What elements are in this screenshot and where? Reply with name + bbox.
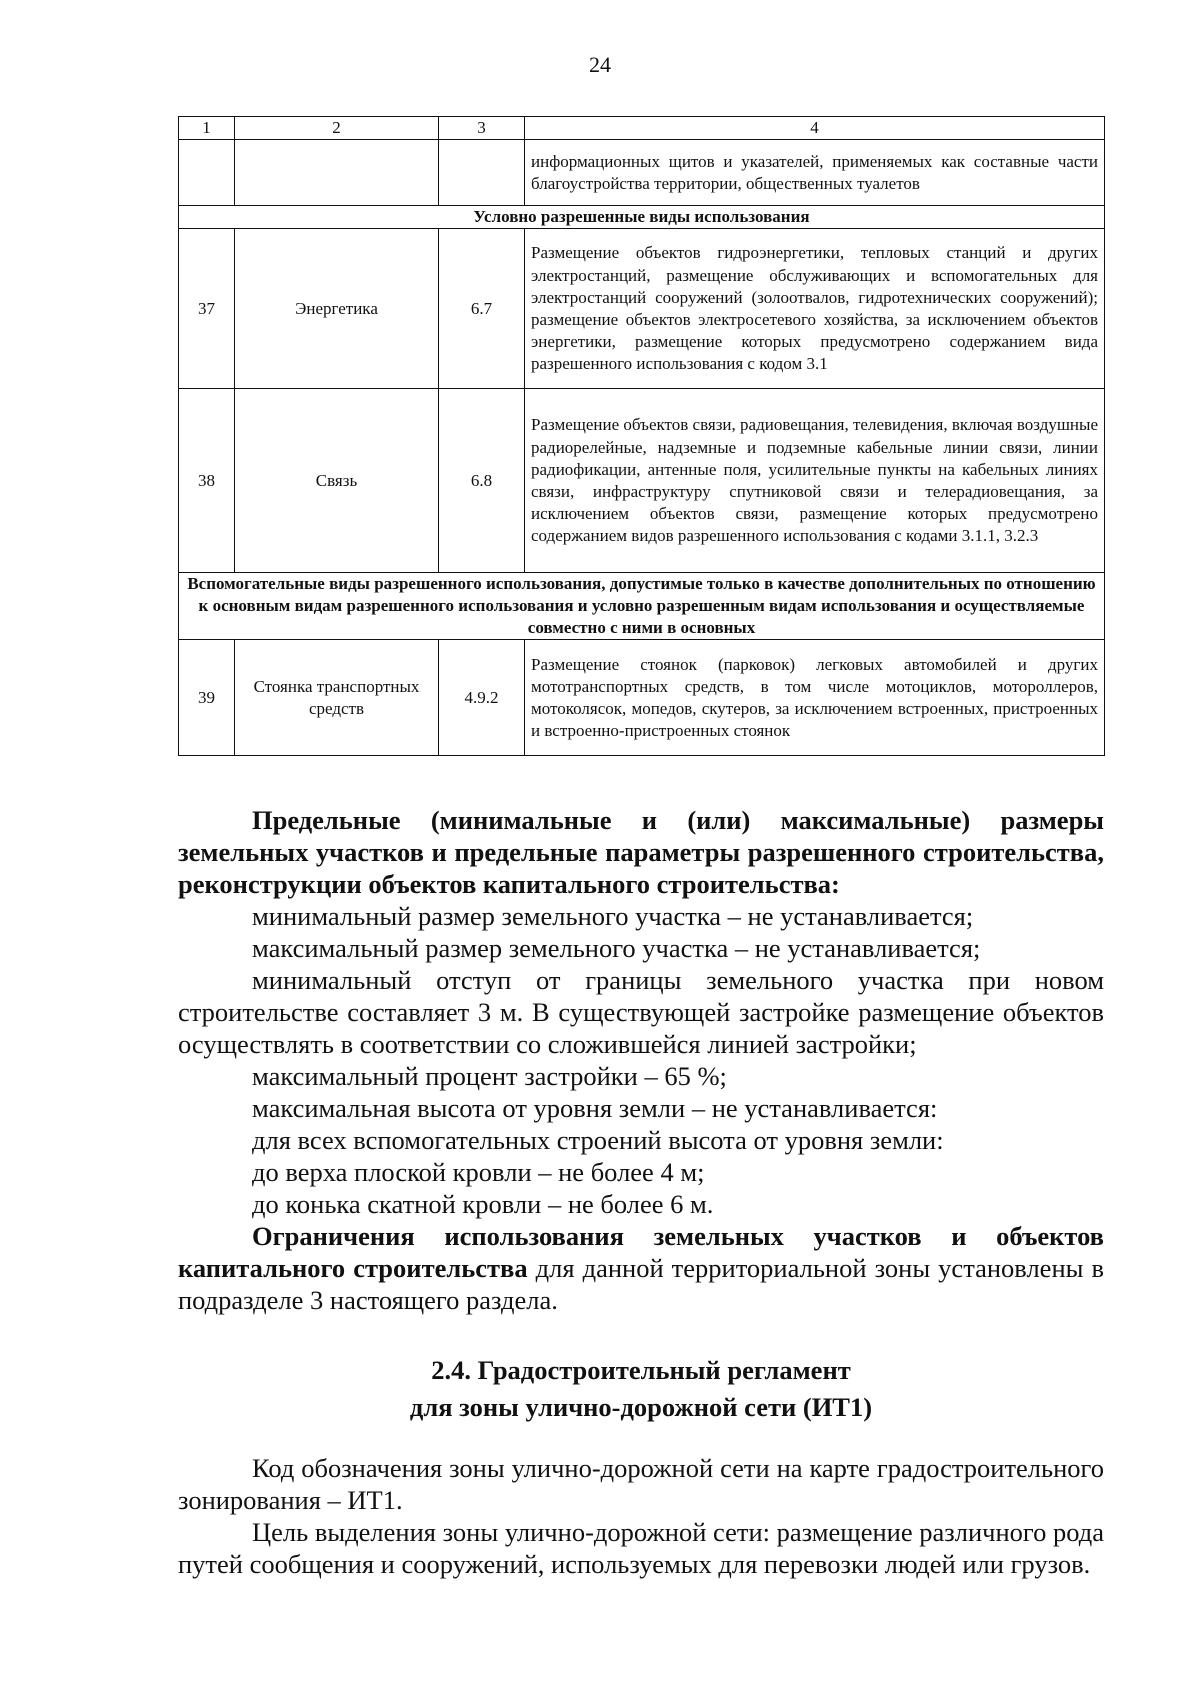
use-code: 4.9.2 [439, 640, 525, 756]
limit-item: максимальный процент застройки – 65 %; [252, 1061, 727, 1091]
land-use-table [178, 116, 1105, 756]
limit-item: минимальный размер земельного участка – не устанавливается; [252, 901, 974, 931]
table-row [179, 389, 1105, 573]
limit-item: до верха плоской кровли – не более 4 м; [252, 1157, 705, 1187]
use-description: Размещение стоянок (парковок) легковых автомобилей и других мототранспортных средств, в том числе мотоциклов, мотороллеров, мотоколясок, мопедов, скутеров, за исключением встроенных, пристроенных и встроенно-пристроенных стоянок [525, 640, 1105, 756]
header-cell: 1 [179, 117, 235, 140]
table-row [179, 640, 1105, 756]
page-number: 24 [589, 52, 611, 77]
limits-heading: Предельные (минимальные и (или) максимальные) размеры земельных участков и предельные параметры разрешенного строительства, реконструкции объектов капитального строительства: [178, 805, 1104, 899]
section-title-line2: для зоны улично-дорожной сети (ИТ1) [409, 1392, 873, 1422]
header-cell: 4 [525, 117, 1105, 140]
limit-item: максимальный размер земельного участка – не устанавливается; [252, 933, 981, 963]
section-title-conditional: Условно разрешенные виды использования [179, 206, 1105, 229]
header-cell: 3 [439, 117, 525, 140]
use-code [439, 140, 525, 206]
restrictions-rest: для данной территориальной зоны установлены в подразделе 3 настоящего раздела. [178, 1253, 1104, 1315]
limit-item: до конька скатной кровли – не более 6 м. [252, 1189, 714, 1219]
section-title-line1: 2.4. Градостроительный регламент [431, 1355, 851, 1385]
row-number: 37 [179, 229, 235, 389]
use-code: 6.7 [439, 229, 525, 389]
use-name [235, 140, 439, 206]
table-header-row [179, 117, 1105, 140]
use-description: Размещение объектов связи, радиовещания, телевидения, включая воздушные радиорелейные, надземные и подземные кабельные линии связи, линии радиофикации, антенные поля, усилительные пункты на кабельных линиях связи, инфраструктуру спутниковой связи и телерадиовещания, за исключением объектов связи, размещение которых предусмотрено содержанием видов разрешенного использования с кодами 3.1.1, 3.2.3 [525, 389, 1105, 573]
zone-paragraph: Цель выделения зоны улично-дорожной сети: размещение различного рода путей сообщения и сооружений, используемых для перевозки людей или грузов. [178, 1517, 1104, 1579]
section-row [179, 206, 1105, 229]
row-number: 38 [179, 389, 235, 573]
use-description: Размещение объектов гидроэнергетики, тепловых станций и других электростанций, размещение обслуживающих и вспомогательных для электростанций сооружений (золоотвалов, гидротехнических сооружений); размещение объектов электросетевого хозяйства, за исключением объектов энергетики, размещение которых предусмотрено содержанием вида разрешенного использования с кодом 3.1 [525, 229, 1105, 389]
zone-description [178, 1452, 1104, 1580]
limit-item: максимальная высота от уровня земли – не устанавливается: [252, 1093, 938, 1123]
section-row [179, 573, 1105, 640]
use-description: информационных щитов и указателей, применяемых как составные части благоустройства территории, общественных туалетов [525, 140, 1105, 206]
zone-paragraph: Код обозначения зоны улично-дорожной сети на карте градостроительного зонирования – ИТ1. [178, 1453, 1104, 1515]
limit-item: для всех вспомогательных строений высота от уровня земли: [252, 1125, 944, 1155]
use-code: 6.8 [439, 389, 525, 573]
section-heading [178, 1352, 1104, 1426]
table-row [179, 140, 1105, 206]
table-row [179, 229, 1105, 389]
use-name: Связь [235, 389, 439, 573]
limits-block [178, 804, 1104, 1316]
limit-item: минимальный отступ от границы земельного участка при новом строительстве составляет 3 м. В существующей застройке размещение объектов осуществлять в соответствии со сложившейся линией застройки; [178, 965, 1104, 1059]
header-cell: 2 [235, 117, 439, 140]
restrictions-bold: Ограничения использования земельных участков и объектов капитального строительства [178, 1221, 1104, 1283]
restrictions-paragraph [178, 1220, 1104, 1316]
use-name: Стоянка транспортных средств [235, 640, 439, 756]
use-name: Энергетика [235, 229, 439, 389]
row-number [179, 140, 235, 206]
section-title-auxiliary: Вспомогательные виды разрешенного использования, допустимые только в качестве дополнительных по отношению к основным видам разрешенного использования и условно разрешенным видам использования и осуществляемые совместно с ними в основных [179, 573, 1105, 640]
row-number: 39 [179, 640, 235, 756]
